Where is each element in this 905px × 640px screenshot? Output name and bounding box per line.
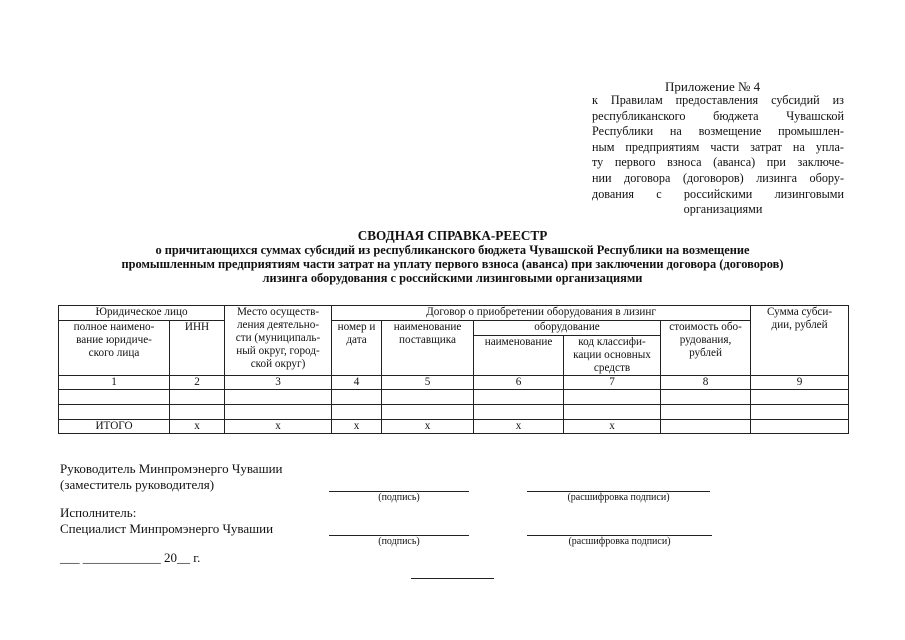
header-text: ный округ, город- — [236, 345, 320, 357]
date-field[interactable]: ___ ____________ 20__ г. — [60, 550, 201, 565]
header-text: полное наимено- — [73, 321, 155, 333]
table-cell — [332, 390, 382, 405]
appendix-text — [592, 93, 844, 218]
header-text: сти (муниципаль- — [235, 332, 321, 344]
header-text: стоимость обо- — [669, 321, 742, 333]
document-subtitle — [60, 243, 845, 286]
total-cell — [751, 420, 849, 434]
appendix-line: организациями — [683, 202, 763, 217]
total-cell: х — [382, 420, 474, 434]
column-number: 7 — [564, 376, 661, 390]
column-number: 6 — [474, 376, 564, 390]
header-text: ской округ) — [250, 358, 306, 370]
header-inn: ИНН — [170, 321, 225, 376]
appendix-line: нии договора (договоров) лизинга обору- — [592, 170, 844, 185]
column-number: 3 — [225, 376, 332, 390]
header-number-date — [332, 321, 382, 376]
table-cell — [332, 405, 382, 420]
table-cell — [382, 405, 474, 420]
total-label: ИТОГО — [59, 420, 170, 434]
header-supplier — [382, 321, 474, 376]
column-number: 5 — [382, 376, 474, 390]
table-cell — [170, 390, 225, 405]
table-cell — [661, 390, 751, 405]
column-number: 9 — [751, 376, 849, 390]
total-cell — [661, 420, 751, 434]
header-text: рублей — [689, 347, 722, 359]
header-text: рудования, — [679, 334, 732, 346]
header-equipment: оборудование — [474, 321, 661, 336]
executor-label: Исполнитель: — [60, 505, 137, 520]
appendix-line: Республики на возмещение промышлен- — [592, 124, 844, 139]
header-text: наименование — [393, 321, 462, 333]
document-title: СВОДНАЯ СПРАВКА-РЕЕСТР — [357, 228, 548, 243]
subtitle-line: о причитающихся суммах субсидий из республиканского бюджета Чувашской Республики на возмещение — [155, 243, 750, 257]
table-cell — [474, 390, 564, 405]
table-cell — [564, 405, 661, 420]
header-equipment-code — [564, 336, 661, 376]
extra-line — [411, 578, 494, 579]
header-cost — [661, 321, 751, 376]
column-number: 8 — [661, 376, 751, 390]
registry-table — [58, 305, 849, 434]
executor-signature-caption: (подпись) — [378, 536, 420, 547]
header-text: код классифи- — [578, 336, 646, 348]
header-text: Место осуществ- — [236, 306, 320, 318]
head-signature-caption: (подпись) — [378, 492, 420, 503]
total-row — [59, 420, 849, 434]
subtitle-line: промышленным предприятиям части затрат на уплату первого взноса (аванса) при заключении договора (договоров) — [121, 257, 784, 272]
header-text: Сумма субси- — [767, 306, 833, 318]
column-number: 1 — [59, 376, 170, 390]
executor-decode-caption: (расшифровка подписи) — [568, 536, 671, 547]
table-cell — [474, 405, 564, 420]
column-number: 4 — [332, 376, 382, 390]
table-row — [59, 390, 849, 405]
appendix-line: республиканского бюджета Чувашской — [592, 108, 844, 123]
head-deputy-note: (заместитель руководителя) — [60, 477, 215, 492]
table-cell — [751, 390, 849, 405]
header-text: ского лица — [88, 347, 140, 359]
header-text: номер и — [337, 321, 376, 333]
column-number-row — [59, 376, 849, 390]
table-cell — [170, 405, 225, 420]
appendix-line: к Правилам предоставления субсидий из — [592, 93, 844, 107]
table-cell — [225, 390, 332, 405]
table-row — [59, 405, 849, 420]
appendix-line: дования с российскими лизинговыми — [592, 186, 844, 201]
table-cell — [59, 405, 170, 420]
header-text: ления деятельно- — [236, 319, 320, 331]
header-text: вание юридиче- — [76, 334, 152, 346]
table-cell — [564, 390, 661, 405]
total-cell: х — [170, 420, 225, 434]
header-row — [59, 306, 849, 321]
table-cell — [661, 405, 751, 420]
column-number: 2 — [170, 376, 225, 390]
table-cell — [751, 405, 849, 420]
head-title: Руководитель Минпромэнерго Чувашии — [60, 461, 283, 476]
appendix-title: Приложение № 4 — [665, 79, 761, 94]
header-text: дата — [346, 334, 367, 346]
header-contract: Договор о приобретении оборудования в лизинг — [332, 306, 751, 321]
total-cell: х — [474, 420, 564, 434]
table-cell — [382, 390, 474, 405]
appendix-line: ным предприятиям части затрат на упла- — [592, 139, 844, 154]
total-cell: х — [332, 420, 382, 434]
table-cell — [59, 390, 170, 405]
header-full-name — [59, 321, 170, 376]
total-cell: х — [225, 420, 332, 434]
head-decode-caption: (расшифровка подписи) — [567, 492, 670, 503]
header-legal-entity: Юридическое лицо — [59, 306, 225, 321]
header-subsidy — [751, 306, 849, 376]
header-equipment-name: наименование — [474, 336, 564, 376]
total-cell: х — [564, 420, 661, 434]
appendix-line: ту первого взноса (аванса) при заключе- — [592, 155, 844, 170]
header-text: поставщика — [399, 334, 456, 346]
table-cell — [225, 405, 332, 420]
header-text: кации основных — [573, 349, 651, 361]
executor-role: Специалист Минпромэнерго Чувашии — [60, 521, 274, 536]
header-row — [59, 321, 849, 336]
subtitle-line: лизинга оборудования с российскими лизинговыми организациями — [262, 271, 643, 286]
header-location — [225, 306, 332, 376]
header-text: дии, рублей — [771, 319, 828, 331]
header-text: средств — [593, 362, 631, 374]
